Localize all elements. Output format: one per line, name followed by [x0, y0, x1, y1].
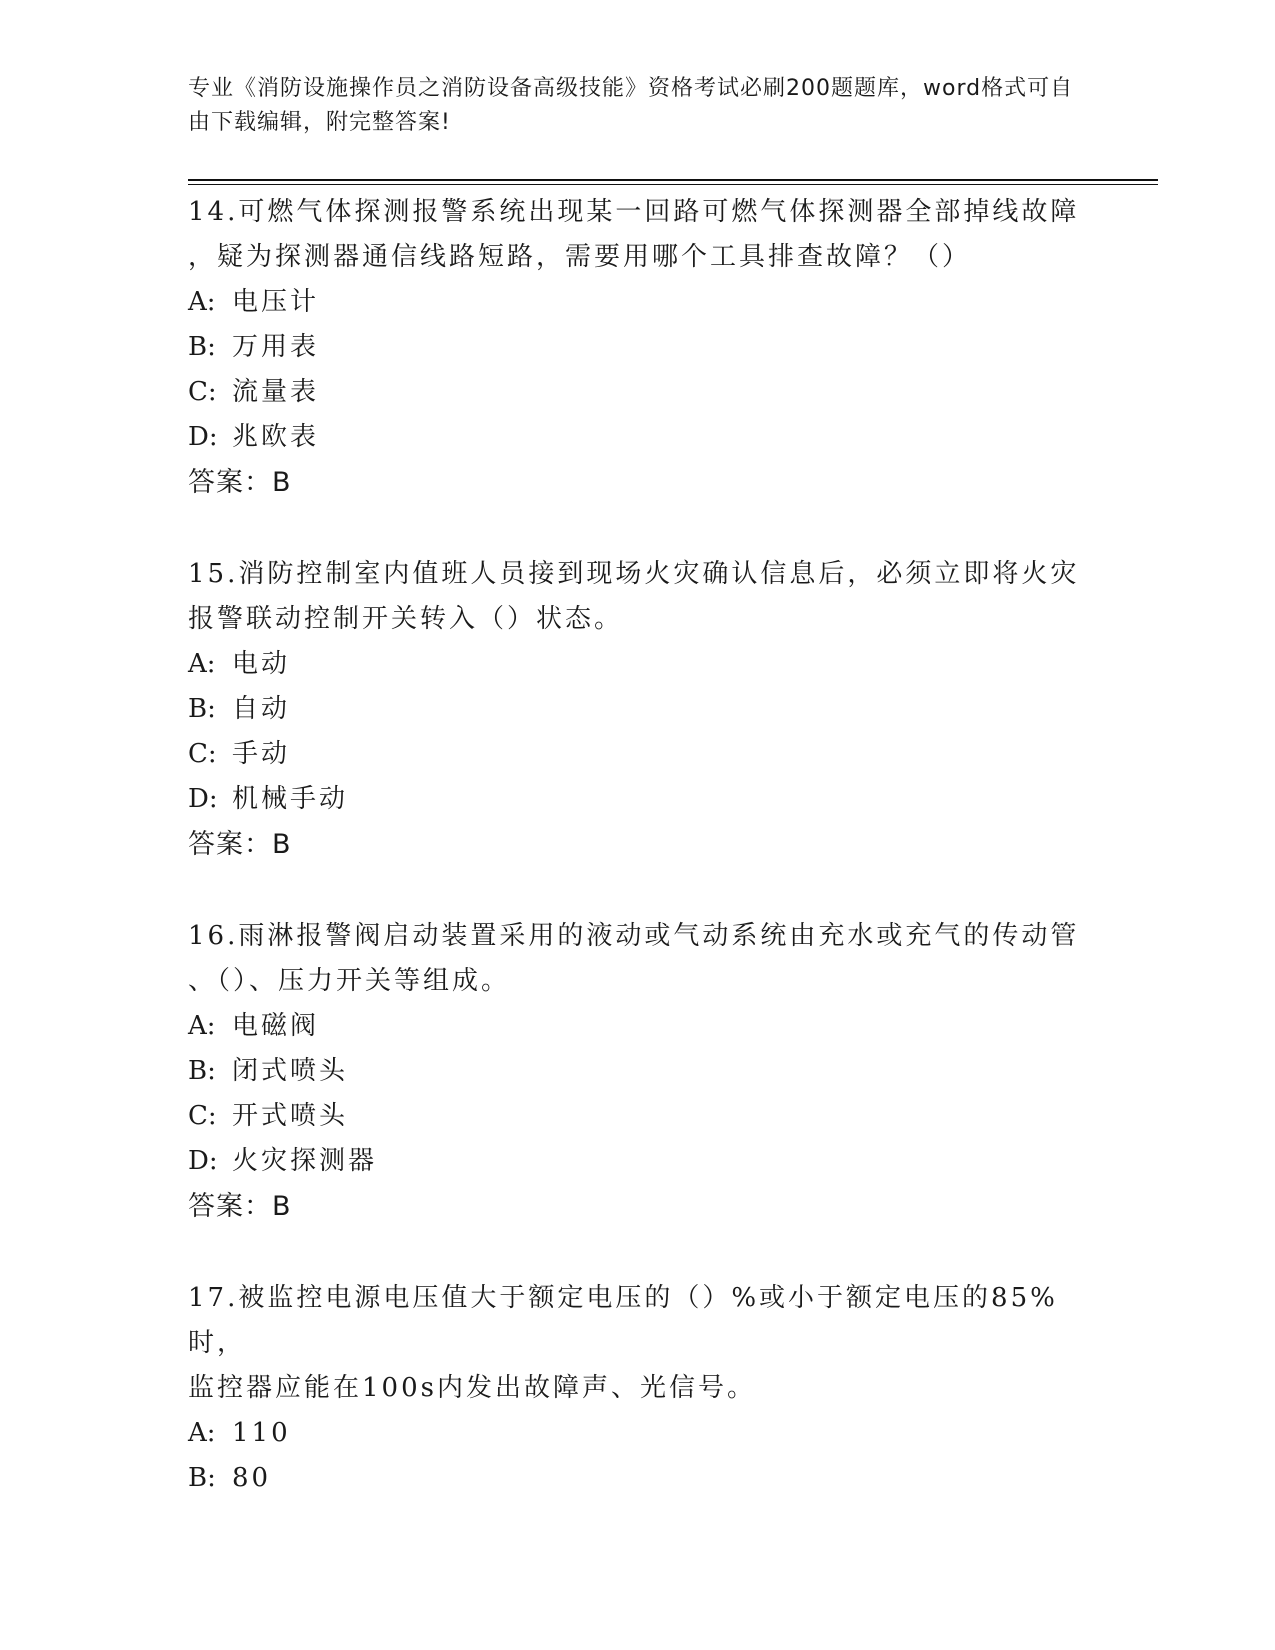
option-text: 80 — [232, 1463, 272, 1493]
option-b — [188, 1049, 1088, 1094]
option-b — [188, 687, 1088, 732]
option-b — [188, 1456, 1088, 1501]
question-stem — [188, 1276, 1088, 1411]
option-label: D: — [188, 1146, 218, 1176]
option-text: 万用表 — [232, 332, 320, 362]
question-stem — [188, 552, 1088, 642]
option-text: 手动 — [232, 739, 291, 769]
option-c — [188, 370, 1088, 415]
question-stem-line: 16.雨淋报警阀启动装置采用的液动或气动系统由充水或充气的传动管 — [188, 921, 1080, 951]
question-stem-line: 14.可燃气体探测报警系统出现某一回路可燃气体探测器全部掉线故障 — [188, 197, 1080, 227]
option-label: A: — [188, 287, 216, 317]
question-stem-line: 17.被监控电源电压值大于额定电压的（）%或小于额定电压的85%时， — [188, 1283, 1058, 1358]
option-label: D: — [188, 784, 218, 814]
option-label: B: — [188, 1463, 216, 1493]
answer: 答案：B — [188, 467, 292, 498]
option-label: A: — [188, 649, 216, 679]
option-text: 兆欧表 — [232, 422, 320, 452]
question-stem — [188, 914, 1088, 1004]
option-text: 火灾探测器 — [232, 1146, 378, 1176]
option-label: D: — [188, 422, 218, 452]
option-label: C: — [188, 1101, 217, 1131]
option-d — [188, 415, 1088, 460]
question-list — [188, 190, 1088, 1547]
question-stem-line: 、（）、压力开关等组成。 — [188, 966, 511, 996]
option-c — [188, 1094, 1088, 1139]
question-17 — [188, 1276, 1088, 1501]
question-15 — [188, 552, 1088, 868]
option-text: 电磁阀 — [232, 1011, 320, 1041]
option-a — [188, 1411, 1088, 1456]
option-text: 闭式喷头 — [232, 1056, 349, 1086]
option-label: C: — [188, 377, 217, 407]
question-stem — [188, 190, 1088, 280]
option-label: B: — [188, 1056, 216, 1086]
header-text: 专业《消防设施操作员之消防设备高级技能》资格考试必刷200题题库，word格式可自由下载编辑，附完整答案! — [188, 76, 1074, 135]
question-stem-line: 15.消防控制室内值班人员接到现场火灾确认信息后，必须立即将火灾 — [188, 559, 1080, 589]
question-stem-line: 报警联动控制开关转入（）状态。 — [188, 604, 624, 634]
option-label: B: — [188, 694, 216, 724]
option-a — [188, 1004, 1088, 1049]
option-text: 机械手动 — [232, 784, 349, 814]
option-text: 自动 — [232, 694, 291, 724]
option-d — [188, 1139, 1088, 1184]
question-stem-line: 监控器应能在100s内发出故障声、光信号。 — [188, 1373, 756, 1403]
option-label: B: — [188, 332, 216, 362]
answer: 答案：B — [188, 1191, 292, 1222]
option-b — [188, 325, 1088, 370]
option-text: 110 — [232, 1418, 291, 1448]
option-d — [188, 777, 1088, 822]
document-header — [188, 72, 1088, 140]
option-text: 开式喷头 — [232, 1101, 349, 1131]
option-label: A: — [188, 1418, 216, 1448]
option-a — [188, 642, 1088, 687]
option-text: 电动 — [232, 649, 291, 679]
question-stem-line: ，疑为探测器通信线路短路，需要用哪个工具排查故障？（） — [188, 242, 972, 272]
option-text: 流量表 — [232, 377, 320, 407]
option-text: 电压计 — [232, 287, 320, 317]
question-16 — [188, 914, 1088, 1230]
answer: 答案：B — [188, 829, 292, 860]
question-14 — [188, 190, 1088, 506]
option-label: C: — [188, 739, 217, 769]
option-label: A: — [188, 1011, 216, 1041]
option-c — [188, 732, 1088, 777]
header-divider-thin — [188, 184, 1158, 185]
header-divider-thick — [188, 179, 1158, 181]
option-a — [188, 280, 1088, 325]
